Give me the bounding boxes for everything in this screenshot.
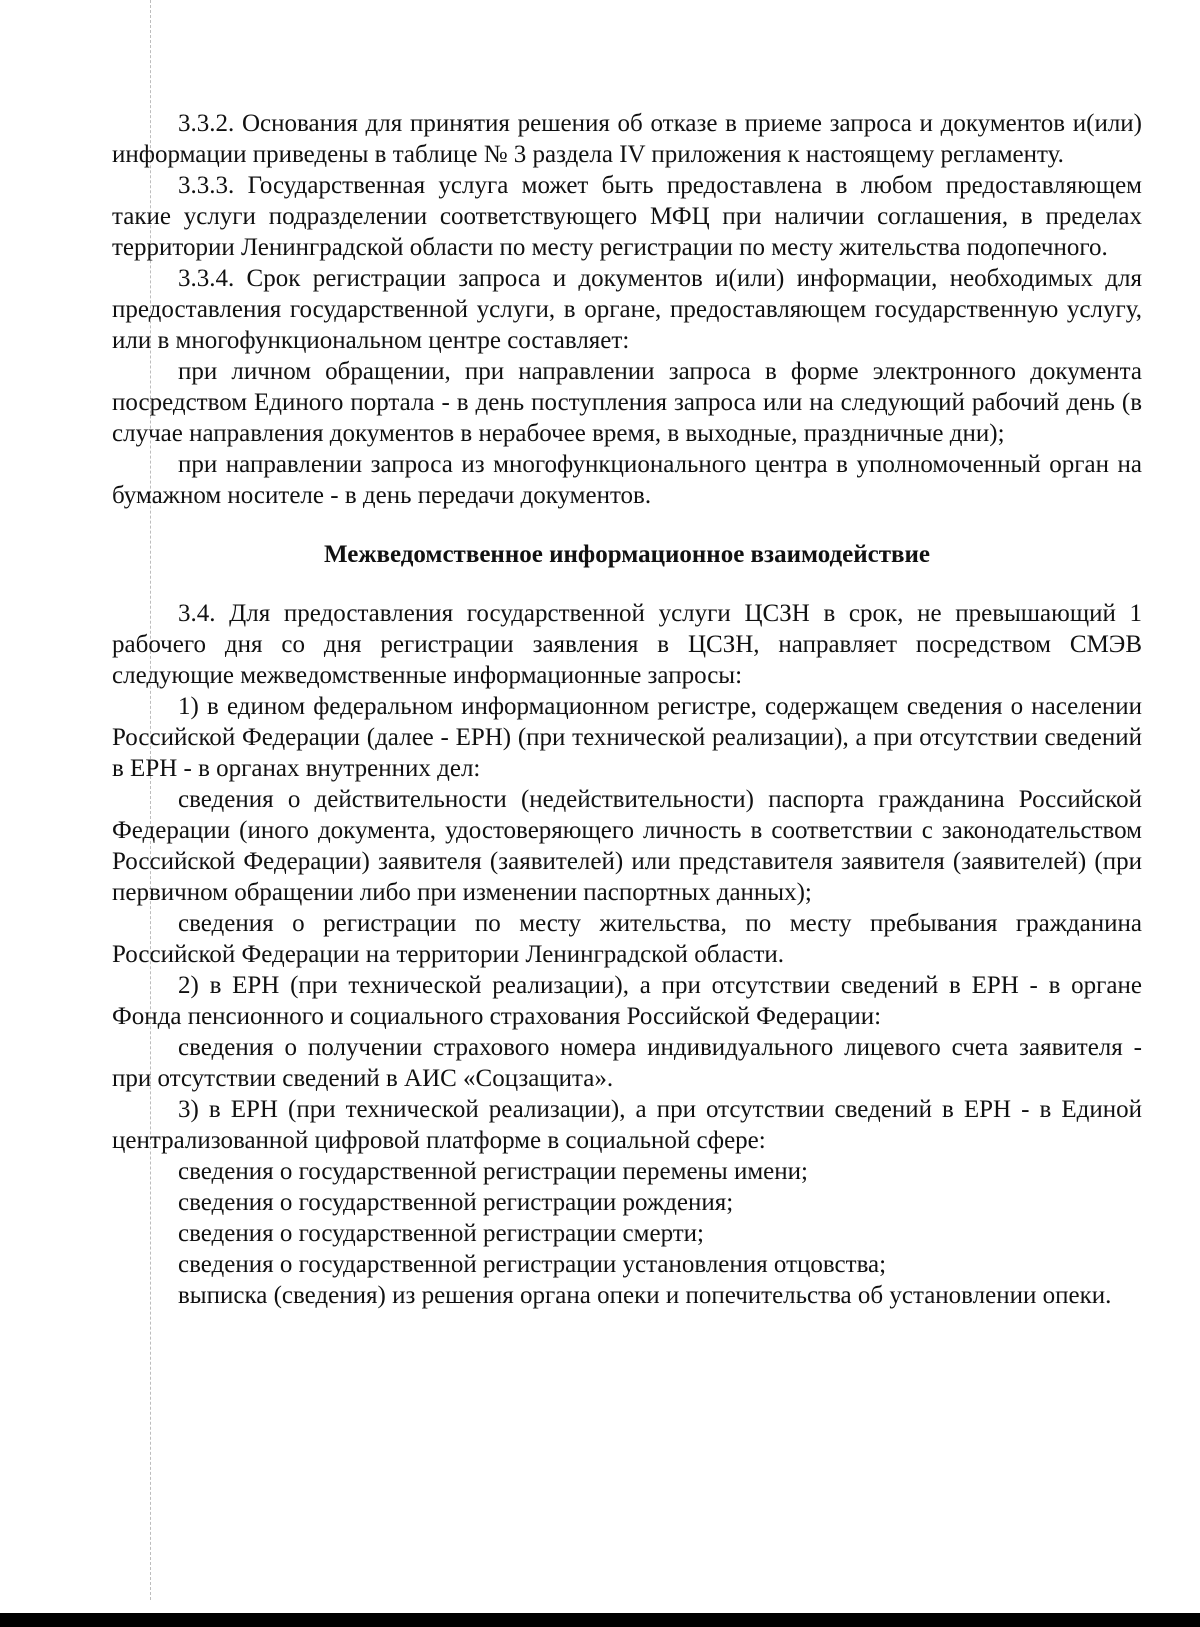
list-item-2: 2) в ЕРН (при технической реализации), а при отсутствии сведений в ЕРН - в органе Фонда пенсионного и социального страхования Российской Федерации: — [112, 972, 1142, 1030]
list-item-3: 3) в ЕРН (при технической реализации), а при отсутствии сведений в ЕРН - в Единой централизованной цифровой платформе в социальной сфере: — [112, 1096, 1142, 1154]
sub-item-registration: сведения о регистрации по месту жительства, по месту пребывания гражданина Российской Федерации на территории Ленинградской области. — [112, 910, 1142, 968]
scan-bottom-edge — [0, 1613, 1200, 1627]
sub-item-birth: сведения о государственной регистрации рождения; — [178, 1189, 734, 1216]
sub-item-passport: сведения о действительности (недействительности) паспорта гражданина Российской Федерации (иного документа, удостоверяющего личность в соответствии с законодательством Российской Федерации) заявителя (заявителей) или представителя заявителя (заявителей) (при первичном обращении либо при изменении паспортных данных); — [112, 786, 1142, 906]
paragraph-personal-request: при личном обращении, при направлении запроса в форме электронного документа посредством Единого портала - в день поступления запроса или на следующий рабочий день (в случае направления документов в нерабочее время, в выходные, праздничные дни); — [112, 358, 1142, 447]
paragraph-3-3-4: 3.3.4. Срок регистрации запроса и документов и(или) информации, необходимых для предоставления государственной услуги, в органе, предоставляющем государственную услугу, или в многофункциональном центре составляет: — [112, 265, 1142, 354]
sub-item-paternity: сведения о государственной регистрации установления отцовства; — [178, 1251, 887, 1278]
sub-item-guardianship: выписка (сведения) из решения органа опеки и попечительства об установлении опеки. — [178, 1282, 1112, 1309]
paragraph-mfc-request: при направлении запроса из многофункционального центра в уполномоченный орган на бумажном носителе - в день передачи документов. — [112, 451, 1142, 509]
document-page — [112, 108, 1142, 1311]
sub-item-death: сведения о государственной регистрации смерти; — [178, 1220, 704, 1247]
sub-item-name-change: сведения о государственной регистрации перемены имени; — [178, 1158, 808, 1185]
paragraph-3-3-2: 3.3.2. Основания для принятия решения об отказе в приеме запроса и документов и(или) информации приведены в таблице № 3 раздела IV приложения к настоящему регламенту. — [112, 110, 1142, 168]
sub-item-snils: сведения о получении страхового номера индивидуального лицевого счета заявителя - при отсутствии сведений в АИС «Соцзащита». — [112, 1034, 1142, 1092]
list-item-1: 1) в едином федеральном информационном регистре, содержащем сведения о населении Российской Федерации (далее - ЕРН) (при технической реализации), а при отсутствии сведений в ЕРН - в органах внутренних дел: — [112, 693, 1142, 782]
section-heading: Межведомственное информационное взаимодействие — [324, 541, 930, 568]
paragraph-3-4: 3.4. Для предоставления государственной услуги ЦСЗН в срок, не превышающий 1 рабочего дня со дня регистрации заявления в ЦСЗН, направляет посредством СМЭВ следующие межведомственные информационные запросы: — [112, 600, 1142, 689]
paragraph-3-3-3: 3.3.3. Государственная услуга может быть предоставлена в любом предоставляющем такие услуги подразделении соответствующего МФЦ при наличии соглашения, в пределах территории Ленинградской области по месту регистрации по месту жительства подопечного. — [112, 172, 1142, 261]
